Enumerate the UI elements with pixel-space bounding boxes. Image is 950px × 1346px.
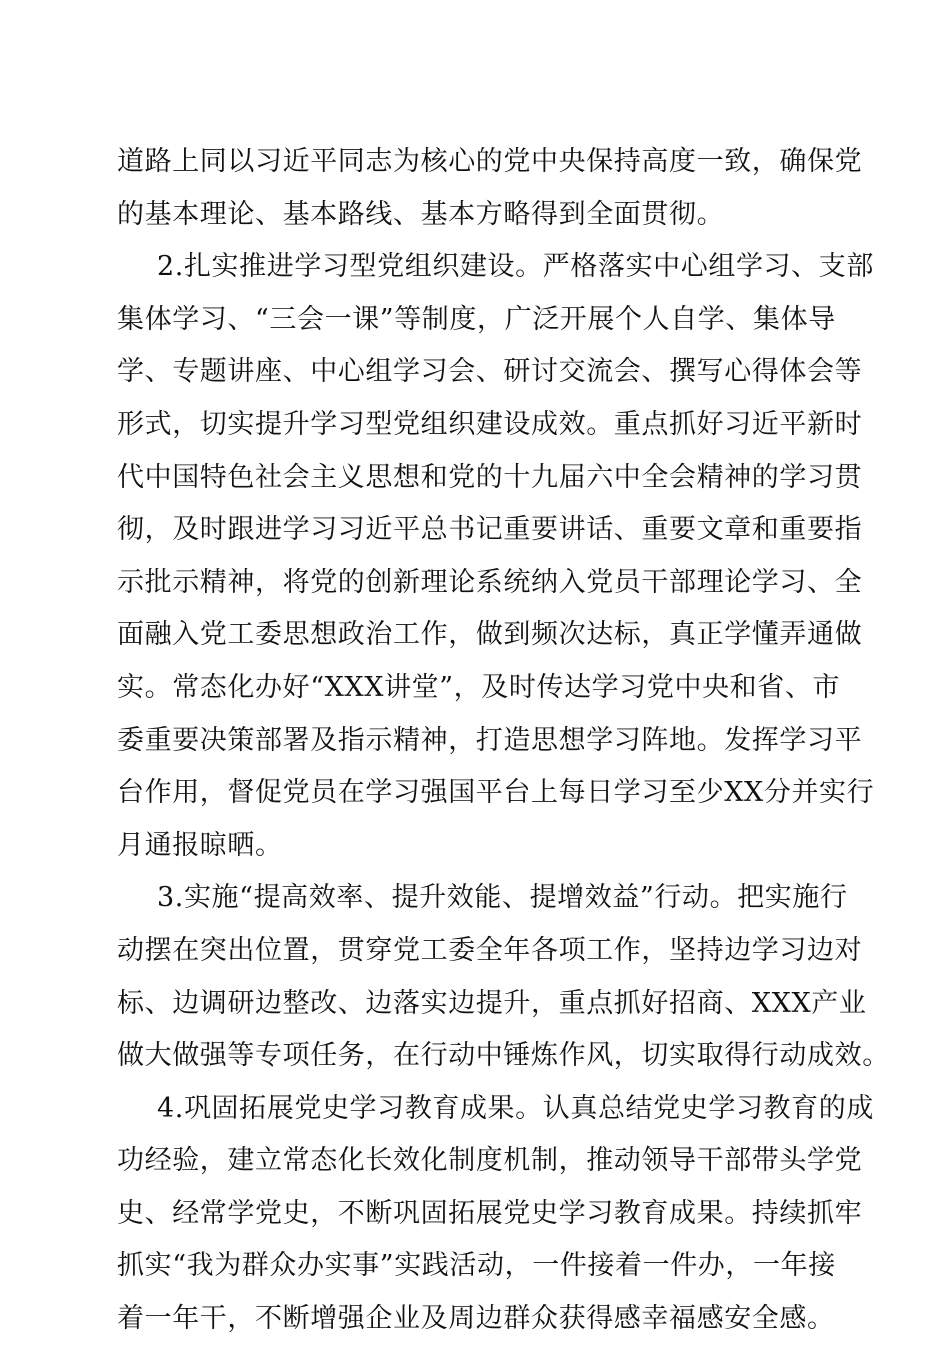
text-line: 抓实“我为群众办实事”实践活动，一件接着一件办，一年接 xyxy=(117,1250,836,1282)
text-line: 道路上同以习近平同志为核心的党中央保持高度一致，确保党 xyxy=(117,146,863,177)
text-line: 形式，切实提升学习型党组织建设成效。重点抓好习近平新时 xyxy=(117,408,863,440)
text-line: 示批示精神，将党的创新理论系统纳入党员干部理论学习、全 xyxy=(117,566,863,598)
text-line: 动摆在突出位置，贯穿党工委全年各项工作，坚持边学习边对 xyxy=(117,934,863,966)
paragraph-end-line: 的基本理论、基本路线、基本方略得到全面贯彻。 xyxy=(117,198,725,230)
text-line: 集体学习、“三会一课”等制度，广泛开展个人自学、集体导 xyxy=(117,303,836,335)
text-line: 标、边调研边整改、边落实边提升，重点抓好招商、XXX产业 xyxy=(117,987,867,1019)
paragraph-end-line: 月通报晾晒。 xyxy=(117,829,283,861)
text-line: 台作用，督促党员在学习强国平台上每日学习至少XX分并实行 xyxy=(117,777,875,809)
document-body xyxy=(117,136,890,1346)
paragraph-start-line: 2.扎实推进学习型党组织建设。严格落实中心组学习、支部 xyxy=(157,251,874,283)
paragraph-start-line: 4.巩固拓展党史学习教育成果。认真总结党史学习教育的成 xyxy=(157,1092,874,1124)
text-line: 学、专题讲座、中心组学习会、研讨交流会、撰写心得体会等 xyxy=(117,356,863,388)
text-line: 代中国特色社会主义思想和党的十九届六中全会精神的学习贯 xyxy=(117,461,863,493)
text-line: 史、经常学党史，不断巩固拓展党史学习教育成果。持续抓牢 xyxy=(117,1197,863,1229)
paragraph-start-line: 3.实施“提高效率、提升效能、提增效益”行动。把实施行 xyxy=(157,882,848,914)
text-line: 实。常态化办好“XXX讲堂”，及时传达学习党中央和省、市 xyxy=(117,671,841,703)
text-line: 彻，及时跟进学习习近平总书记重要讲话、重要文章和重要指 xyxy=(117,514,863,546)
paragraph-end-line: 做大做强等专项任务，在行动中锤炼作风，切实取得行动成效。 xyxy=(117,1040,890,1072)
text-line: 面融入党工委思想政治工作，做到频次达标，真正学懂弄通做 xyxy=(117,619,863,651)
text-line: 功经验，建立常态化长效化制度机制，推动领导干部带头学党 xyxy=(117,1145,863,1177)
text-line: 委重要决策部署及指示精神，打造思想学习阵地。发挥学习平 xyxy=(117,724,863,756)
paragraph-end-line: 着一年干，不断增强企业及周边群众获得感幸福感安全感。 xyxy=(117,1303,835,1335)
